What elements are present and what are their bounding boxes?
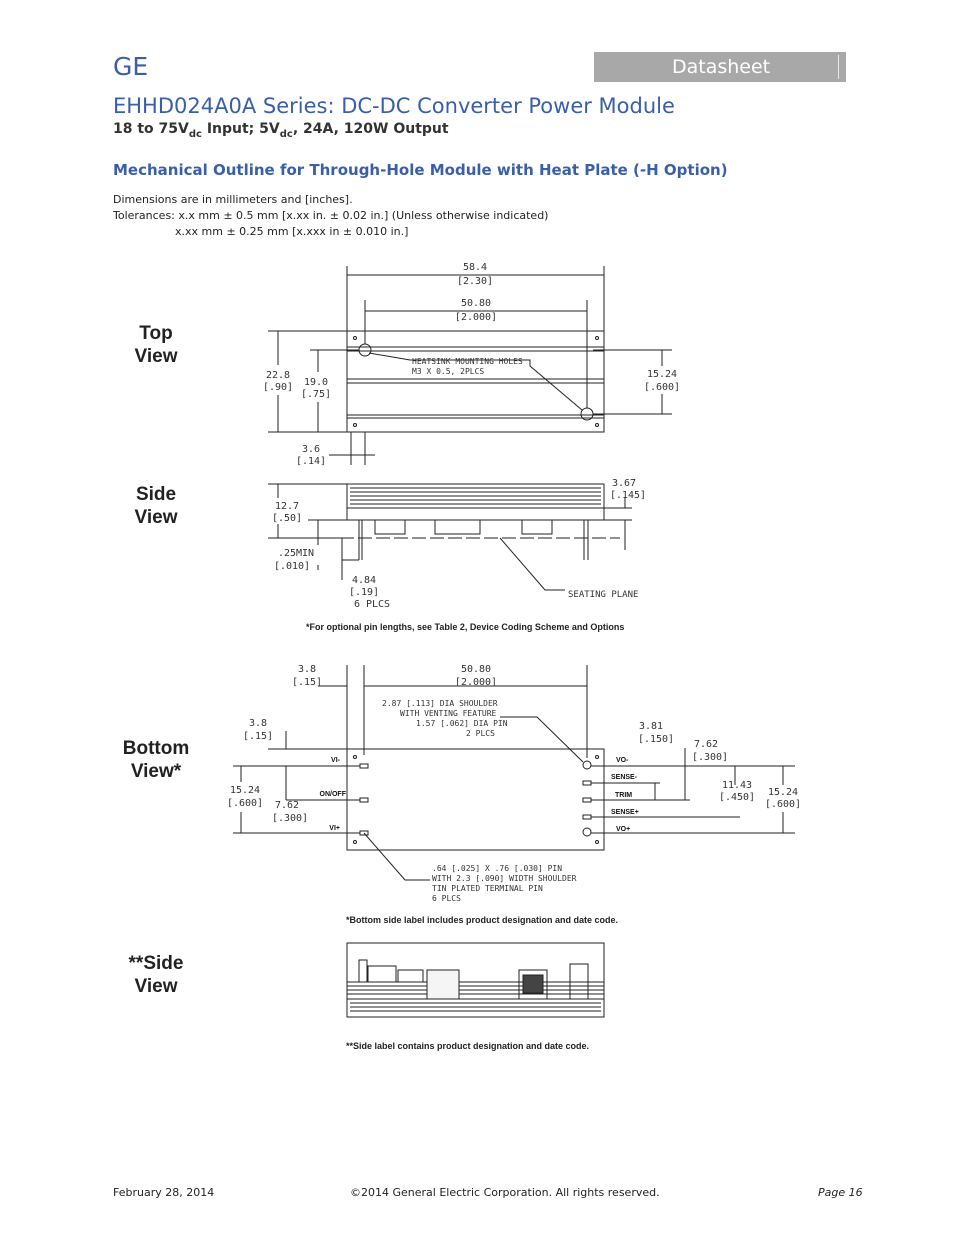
dim-hole-span: 50.80 [460, 298, 492, 309]
top-view-label: Top View [134, 323, 178, 367]
side2-view-label: **Side View [128, 953, 184, 997]
shoulder-callout: 2.87 [.113] DIA SHOULDER [382, 699, 498, 708]
document-subtitle: 18 to $75V_{dc}$ Input; $5V_{dc}$, 24A, 120W Output [113, 121, 449, 140]
dim-b-edge-top: 3.8 [297, 664, 317, 675]
pin-label-on-off: ON/OFF [319, 791, 346, 798]
datasheet-tag: Datasheet [672, 56, 771, 78]
dim-b-r2: 7.62 [693, 739, 719, 750]
dim-edge-in: [.14] [295, 456, 327, 467]
dim-b-r2-in: [.300] [691, 752, 729, 763]
shoulder-callout-2: WITH VENTING FEATURE [400, 709, 497, 718]
dim-pin-min: .25MIN [277, 548, 315, 559]
dim-side-height-in: [.50] [271, 513, 303, 524]
shoulder-callout-4: 2 PLCS [466, 729, 495, 738]
section-heading: Mechanical Outline for Through-Hole Module with Heat Plate (-H Option) [113, 161, 728, 179]
dim-b-edge-side: 3.8 [248, 718, 268, 729]
brand-logo: GE [113, 52, 149, 81]
heatsink-callout: HEATSINK MOUNTING HOLES [412, 357, 523, 366]
dim-b-edge-top-in: [.15] [291, 677, 323, 688]
side2-view-footnote: **Side label contains product designation and date code. [346, 1041, 590, 1051]
dim-overall-width: 58.4 [462, 262, 488, 273]
side-view-label: Side View [134, 484, 178, 528]
dim-b-pin-span: 50.80 [460, 664, 492, 675]
seating-plane-callout: SEATING PLANE [568, 590, 639, 600]
dim-right-height-in: [.600] [643, 382, 681, 393]
pin-label-trim: TRIM [615, 792, 633, 799]
dim-overall-height: 22.8 [265, 370, 291, 381]
dim-b-left-mid: 7.62 [274, 800, 300, 811]
dim-b-left-h-in: [.600] [226, 798, 264, 809]
shoulder-callout-3: 1.57 [.062] DIA PIN [416, 719, 508, 728]
dim-b-r1-in: [.150] [637, 734, 675, 745]
pin-callout-4: 6 PLCS [432, 894, 461, 903]
side-view-footnote: *For optional pin lengths, see Table 2, Device Coding Scheme and Options [306, 622, 625, 632]
dim-inner-height-in: [.75] [300, 389, 332, 400]
dim-overall-height-in: [.90] [262, 382, 294, 393]
dim-b-pin-span-in: [2.000] [454, 677, 498, 688]
footer-copyright: ©2014 General Electric Corporation. All rights reserved. [350, 1186, 660, 1199]
dim-pin-len: 4.84 [351, 575, 377, 586]
pin-label-vo-minus: VO- [616, 757, 629, 764]
document-title: EHHD024A0A Series: DC-DC Converter Power Module [113, 94, 675, 118]
pin-callout: .64 [.025] X .76 [.030] PIN [432, 864, 563, 873]
dim-b-edge-side-in: [.15] [242, 731, 274, 742]
dim-pin-len-plcs: 6 PLCS [353, 599, 391, 610]
heatsink-callout-2: M3 X 0.5, 2PLCS [412, 367, 485, 376]
dim-right-height: 15.24 [646, 369, 678, 380]
pin-callout-2: WITH 2.3 [.090] WIDTH SHOULDER [432, 874, 577, 883]
pin-label-sense-minus: SENSE- [611, 774, 638, 781]
bottom-view-label: Bottom View* [122, 738, 190, 782]
dim-overall-width-in: [2.30] [456, 276, 494, 287]
footer-page-number: Page 16 [818, 1186, 863, 1199]
footer-date: February 28, 2014 [113, 1186, 215, 1199]
dim-hole-span-in: [2.000] [454, 312, 498, 323]
bottom-view-outline [347, 749, 604, 850]
dim-plate: 3.67 [611, 478, 637, 489]
dim-plate-in: [.145] [609, 490, 647, 501]
bottom-view-footnote: *Bottom side label includes product designation and date code. [346, 915, 619, 925]
dim-b-r1: 3.81 [638, 721, 664, 732]
side2-view-outline [347, 943, 604, 1017]
tolerance-note-2: x.xx mm ± 0.25 mm [x.xxx in ± 0.010 in.] [175, 225, 409, 238]
dim-b-left-mid-in: [.300] [271, 813, 309, 824]
dimension-note: Dimensions are in millimeters and [inches]. [113, 193, 353, 206]
side-view-outline [340, 484, 620, 560]
dim-pin-min-in: [.010] [273, 561, 311, 572]
dim-pin-len-in: [.19] [348, 587, 380, 598]
pin-label-sense-plus: SENSE+ [611, 809, 639, 816]
pin-label-vi-minus: VI- [331, 757, 340, 764]
tolerance-note: Tolerances: x.x mm ± 0.5 mm [x.xx in. ± 0.02 in.] (Unless otherwise indicated) [113, 209, 549, 222]
dim-b-r3: 11.43 [721, 780, 753, 791]
pin-callout-3: TIN PLATED TERMINAL PIN [432, 884, 543, 893]
dim-edge: 3.6 [301, 444, 321, 455]
top-view-outline [347, 331, 604, 432]
dim-b-r4: 15.24 [767, 787, 799, 798]
pin-label-vi-plus: VI+ [329, 825, 340, 832]
pin-label-vo-plus: VO+ [616, 826, 631, 833]
dim-b-r3-in: [.450] [718, 792, 756, 803]
dim-b-r4-in: [.600] [764, 799, 802, 810]
dim-b-left-h: 15.24 [229, 785, 261, 796]
dim-side-height: 12.7 [274, 501, 300, 512]
dim-inner-height: 19.0 [303, 377, 329, 388]
